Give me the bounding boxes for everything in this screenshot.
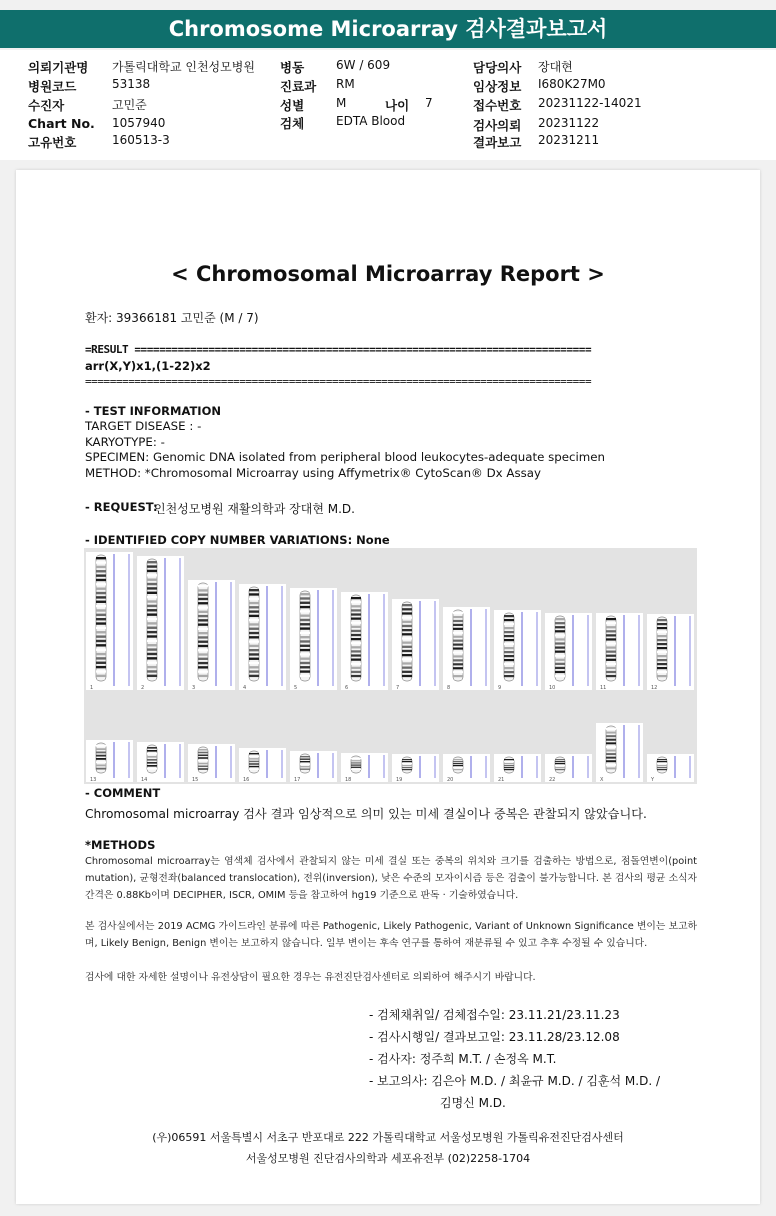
request-label: - REQUEST: [85, 500, 158, 514]
report-page [16, 170, 760, 1204]
chromosome-label: X [600, 777, 604, 783]
chromosome-12 [647, 614, 694, 691]
department-value: RM [336, 77, 355, 91]
result-divider: ================================================================================== [85, 375, 592, 388]
clinical-info-label: 임상정보 [473, 79, 522, 94]
methods-paragraph-1: Chromosomal microarray는 염색체 검사에서 관찰되지 않는 미세 결실 또는 중복의 위치와 크기를 검출하는 방법으로, 점돌연변이(point mutation), 균형전좌(balanced translocation), 전위(inversion), 낮은 수준의 모자이시즘 등은 검출이 불가능합니다. 본 검사의 평균 소식자 간격은 0.88Kb이며 DECIPHER, ISCR, OMIM 등을 참고하여 hg19 기준으로 판독 · 기술하였습니다. [85, 856, 697, 901]
ward-label: 병동 [280, 60, 305, 75]
chromosome-label: 20 [447, 777, 454, 783]
sign-line-5: 김명신 M.D. [440, 1096, 506, 1110]
chromosome-X [596, 723, 643, 783]
chromosome-label: 17 [294, 777, 301, 783]
age-label: 나이 [385, 98, 410, 113]
chromosome-label: 13 [90, 777, 97, 783]
chromosome-label: 11 [600, 685, 607, 691]
report-date-value: 20231211 [538, 133, 600, 147]
chromosome-10 [545, 613, 592, 691]
chromosome-1 [86, 552, 133, 691]
doctor-value: 장대현 [538, 60, 573, 74]
report-banner: Chromosome Microarray 검사결과보고서 [0, 10, 776, 48]
footer-contact: 서울성모병원 진단검사의학과 세포유전부 (02)2258-1704 [245, 1152, 531, 1165]
chromosome-label: 19 [396, 777, 403, 783]
accession-label: 접수번호 [473, 98, 522, 113]
test-info-heading: - TEST INFORMATION [85, 404, 221, 418]
chromosome-21 [494, 754, 541, 783]
chromosome-label: 14 [141, 777, 148, 783]
cnv-heading: - IDENTIFIED COPY NUMBER VARIATIONS: None [85, 533, 390, 547]
chromosome-2 [137, 556, 184, 691]
patient-name-label: 수진자 [28, 98, 65, 113]
footer-address: (우)06591 서울특별시 서초구 반포대로 222 가톨릭대학교 서울성모병원 가톨릭유전진단검사센터 [152, 1131, 624, 1144]
chromosome-label: 22 [549, 777, 556, 783]
chromosome-label: 1 [90, 685, 94, 691]
chromosome-label: 12 [651, 685, 658, 691]
specimen-value: EDTA Blood [336, 114, 406, 128]
chromosome-15 [188, 744, 235, 783]
chromosome-14 [137, 742, 184, 783]
chromosome-label: 18 [345, 777, 352, 783]
institution-value: 가톨릭대학교 인천성모병원 [112, 60, 255, 74]
methods-paragraph-2: 본 검사실에서는 2019 ACMG 가이드라인 분류에 따른 Pathogenic, Likely Pathogenic, Variant of Unknown Significance 변이는 보고하며, Likely Benign, Benign 변이는 보고하지 않습니다. 일부 변이는 후속 연구를 통하여 재분류될 수 있고 추후 수정될 수 있습니다. [85, 921, 697, 949]
chromosome-4 [239, 584, 286, 691]
methods-heading: *METHODS [85, 838, 156, 852]
hospital-code-label: 병원코드 [28, 79, 77, 94]
unique-no-value: 160513-3 [112, 133, 170, 147]
age-value: 7 [425, 96, 433, 110]
chromosome-label: 15 [192, 777, 199, 783]
chromosome-8 [443, 607, 490, 691]
karyogram [84, 548, 697, 784]
comment-heading: - COMMENT [85, 786, 161, 800]
method-line: METHOD: *Chromosomal Microarray using Affymetrix® CytoScan® Dx Assay [85, 466, 541, 480]
hospital-code-value: 53138 [112, 77, 151, 91]
doctor-label: 담당의사 [473, 60, 522, 75]
result-line: =RESULT ========================================================================== [85, 343, 592, 356]
sex-label: 성별 [280, 98, 305, 113]
chromosome-label: 3 [192, 685, 196, 691]
result-value: arr(X,Y)x1,(1-22)x2 [85, 359, 211, 373]
clinical-info-value: I680K27M0 [538, 77, 606, 91]
chromosome-label: 8 [447, 685, 451, 691]
accession-value: 20231122-14021 [538, 96, 642, 110]
chart-no-label: Chart No. [28, 116, 95, 131]
patient-name-value: 고민준 [112, 98, 147, 112]
chromosome-9 [494, 610, 541, 691]
report-date-label: 결과보고 [473, 135, 522, 150]
chromosome-label: 6 [345, 685, 349, 691]
institution-label: 의뢰기관명 [28, 60, 89, 75]
chromosome-3 [188, 580, 235, 691]
ward-value: 6W / 609 [336, 58, 391, 72]
sign-line-1: - 검체채취일/ 검체접수일: 23.11.21/23.11.23 [369, 1008, 620, 1022]
sign-line-2: - 검사시행일/ 결과보고일: 23.11.28/23.12.08 [369, 1030, 620, 1044]
chromosome-19 [392, 754, 439, 783]
chromosome-11 [596, 613, 643, 691]
chromosome-label: 4 [243, 685, 247, 691]
report-title: < Chromosomal Microarray Report > [171, 262, 605, 286]
sex-value: M [336, 96, 347, 110]
karyotype: KARYOTYPE: - [85, 435, 165, 449]
request-date-label: 검사의뢰 [473, 118, 522, 133]
methods-paragraph-3: 검사에 대한 자세한 설명이나 유전상담이 필요한 경우는 유전진단검사센터로 의뢰하여 해주시기 바랍니다. [85, 972, 536, 983]
department-label: 진료과 [280, 79, 317, 94]
comment-text: Chromosomal microarray 검사 결과 임상적으로 의미 있는 미세 결실이나 중복은 관찰되지 않았습니다. [85, 807, 647, 821]
chromosome-Y [647, 754, 694, 783]
specimen-line: SPECIMEN: Genomic DNA isolated from peripheral blood leukocytes-adequate specimen [85, 450, 605, 464]
chromosome-13 [86, 740, 133, 783]
chromosome-label: 7 [396, 685, 400, 691]
request-date-value: 20231122 [538, 116, 600, 130]
chromosome-label: 2 [141, 685, 145, 691]
chromosome-22 [545, 754, 592, 783]
request-value: 인천성모병원 재활의학과 장대현 M.D. [154, 502, 355, 516]
patient-line: 환자: 39366181 고민준 (M / 7) [85, 311, 259, 325]
chromosome-6 [341, 592, 388, 691]
chromosome-label: Y [651, 777, 655, 783]
unique-no-label: 고유번호 [28, 135, 77, 150]
sign-line-3: - 검사자: 정주희 M.T. / 손정옥 M.T. [369, 1052, 557, 1066]
chromosome-18 [341, 753, 388, 783]
chromosome-7 [392, 599, 439, 691]
chromosome-label: 21 [498, 777, 505, 783]
sign-line-4: - 보고의사: 김은아 M.D. / 최윤규 M.D. / 김훈석 M.D. / [369, 1074, 661, 1088]
target-disease: TARGET DISEASE : - [85, 419, 202, 433]
chromosome-label: 10 [549, 685, 556, 691]
chromosome-label: 16 [243, 777, 250, 783]
chromosome-label: 5 [294, 685, 298, 691]
chromosome-5 [290, 588, 337, 691]
chromosome-20 [443, 754, 490, 783]
patient-header [0, 50, 776, 160]
chromosome-label: 9 [498, 685, 502, 691]
specimen-label: 검체 [280, 116, 305, 131]
karyogram-svg [84, 548, 697, 784]
chromosome-16 [239, 748, 286, 783]
chromosome-17 [290, 751, 337, 783]
chart-no-value: 1057940 [112, 116, 166, 130]
